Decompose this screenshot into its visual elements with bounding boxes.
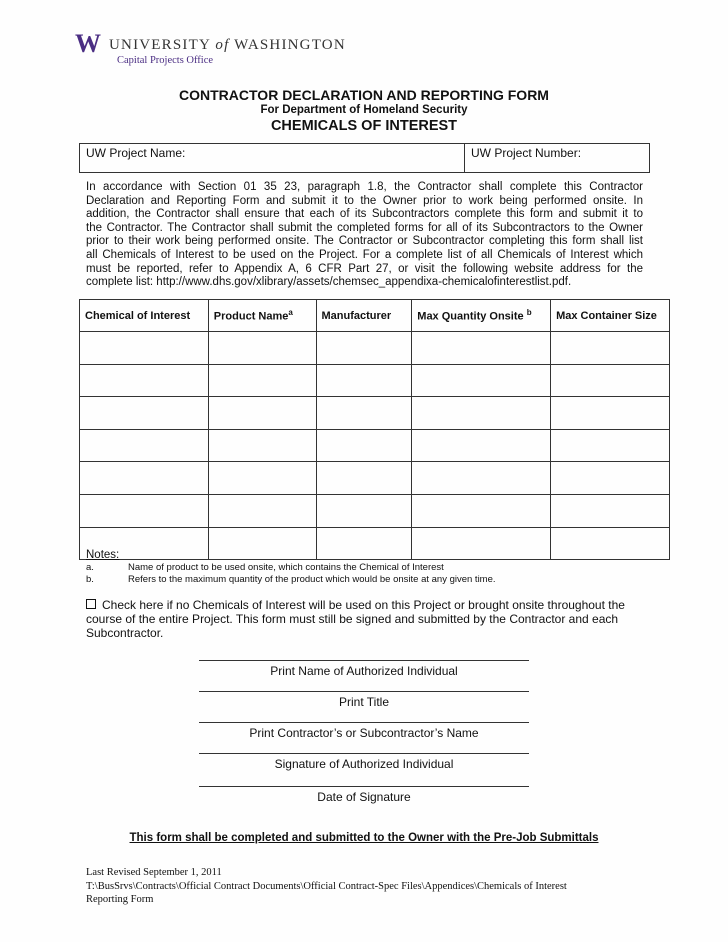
table-cell[interactable] <box>208 397 316 430</box>
table-row <box>80 364 670 397</box>
project-number-field[interactable] <box>465 144 649 172</box>
table-cell[interactable] <box>208 494 316 527</box>
university-name: UNIVERSITY of WASHINGTON <box>109 37 346 53</box>
table-cell[interactable] <box>551 429 670 462</box>
signature-line <box>199 722 529 723</box>
table-cell[interactable] <box>316 364 412 397</box>
signature-line <box>199 786 529 787</box>
table-cell[interactable] <box>80 332 209 365</box>
signature-line <box>199 691 529 692</box>
table-cell[interactable] <box>208 429 316 462</box>
table-cell[interactable] <box>80 462 209 495</box>
table-cell[interactable] <box>316 462 412 495</box>
table-cell[interactable] <box>208 462 316 495</box>
table-cell[interactable] <box>412 429 551 462</box>
form-title-block <box>0 87 728 135</box>
print-name-label: Print Name of Authorized Individual <box>270 664 458 678</box>
col-manufacturer: Manufacturer <box>316 300 412 332</box>
table-cell[interactable] <box>316 494 412 527</box>
table-cell[interactable] <box>80 494 209 527</box>
signature-line <box>199 660 529 661</box>
notes-heading: Notes: <box>86 549 120 561</box>
table-cell[interactable] <box>208 332 316 365</box>
table-cell[interactable] <box>80 397 209 430</box>
no-chemicals-checkbox[interactable] <box>86 599 96 609</box>
signature-field[interactable] <box>199 753 529 771</box>
table-cell[interactable] <box>412 332 551 365</box>
table-row <box>80 332 670 365</box>
table-cell[interactable] <box>208 364 316 397</box>
print-name-field[interactable] <box>199 660 529 678</box>
contractor-name-label: Print Contractor’s or Subcontractor’s Name <box>249 726 479 740</box>
form-heading: CHEMICALS OF INTEREST <box>270 118 458 134</box>
col-product-name: Product Name$^a$ <box>208 300 316 332</box>
form-subtitle: For Department of Homeland Security <box>260 104 468 116</box>
chemicals-table <box>79 299 670 560</box>
col-max-quantity-onsite: Max Quantity Onsite $^b$ <box>412 300 551 332</box>
table-cell[interactable] <box>551 494 670 527</box>
print-title-label: Print Title <box>338 695 389 709</box>
table-row <box>80 429 670 462</box>
form-title: CONTRACTOR DECLARATION AND REPORTING FORM <box>179 87 549 103</box>
revision-info <box>86 866 646 907</box>
table-cell[interactable] <box>412 397 551 430</box>
file-path-cont: Reporting Form <box>86 894 154 905</box>
submission-notice: This form shall be completed and submitted to the Owner with the Pre-Job Submittals <box>129 832 599 844</box>
date-label: Date of Signature <box>317 790 411 804</box>
last-revised: Last Revised September 1, 2011 <box>86 867 222 878</box>
table-cell[interactable] <box>412 462 551 495</box>
table-cell[interactable] <box>551 527 670 560</box>
table-cell[interactable] <box>551 462 670 495</box>
file-path: T:\BusSrvs\Contracts\Official Contract Documents\Official Contract-Spec Files\Appendices\Chemicals of Interest <box>86 880 567 892</box>
table-cell[interactable] <box>316 397 412 430</box>
project-name-field[interactable] <box>80 144 465 172</box>
notes-section <box>86 549 496 586</box>
project-number-label: UW Project Number: <box>471 146 582 160</box>
office-name: Capital Projects Office <box>117 55 214 66</box>
intro-paragraph: In accordance with Section 01 35 23, paragraph 1.8, the Contractor shall complete this Contractor Declaration and Reporting Form and submit it to the Owner prior to work being performed onsite. In addition, the Contractor shall ensure that each of its Subcontractors complete this form and submit it to the Contractor. The Contractor shall submit the completed forms for all of its Subcontractors to the Owner prior to their work being performed onsite. The Contractor or Subcontractor completing this form shall list all Chemicals of Interest to be used on the Project. For a complete list of all Chemicals of Interest which must be reported, refer to Appendix A, 6 CFR Part 27, or visit the following website address for the complete list: http://www.dhs.gov/xlibrary/assets/chemsec_appendixa-chemicalofinterestlist.pdf. <box>86 181 643 289</box>
note-b: b. Refers to the maximum quantity of the product which would be onsite at any given time. <box>86 574 496 585</box>
signature-line <box>199 753 529 754</box>
table-cell[interactable] <box>80 429 209 462</box>
table-cell[interactable] <box>80 364 209 397</box>
project-name-label: UW Project Name: <box>86 146 186 160</box>
table-cell[interactable] <box>412 494 551 527</box>
table-cell[interactable] <box>551 364 670 397</box>
table-header-row <box>80 300 670 332</box>
col-max-container-size: Max Container Size <box>551 300 670 332</box>
table-row <box>80 462 670 495</box>
signature-label: Signature of Authorized Individual <box>274 757 454 771</box>
table-row <box>80 494 670 527</box>
uw-logo <box>75 29 346 66</box>
contractor-name-field[interactable] <box>199 722 529 740</box>
table-cell[interactable] <box>412 364 551 397</box>
no-chemicals-statement: Check here if no Chemicals of Interest will be used on this Project or brought onsite throughout the course of the entire Project. This form must still be signed and submitted by the Contractor and each Subcontractor. <box>86 598 625 640</box>
date-field[interactable] <box>199 786 529 804</box>
print-title-field[interactable] <box>199 691 529 709</box>
uw-w-mark: W <box>75 29 101 58</box>
table-cell[interactable] <box>551 397 670 430</box>
note-a: a. Name of product to be used onsite, which contains the Chemical of Interest <box>86 562 444 573</box>
table-cell[interactable] <box>551 332 670 365</box>
table-cell[interactable] <box>316 429 412 462</box>
table-row <box>80 397 670 430</box>
project-info-box <box>79 143 650 173</box>
table-cell[interactable] <box>316 332 412 365</box>
col-chemical-of-interest: Chemical of Interest <box>80 300 209 332</box>
